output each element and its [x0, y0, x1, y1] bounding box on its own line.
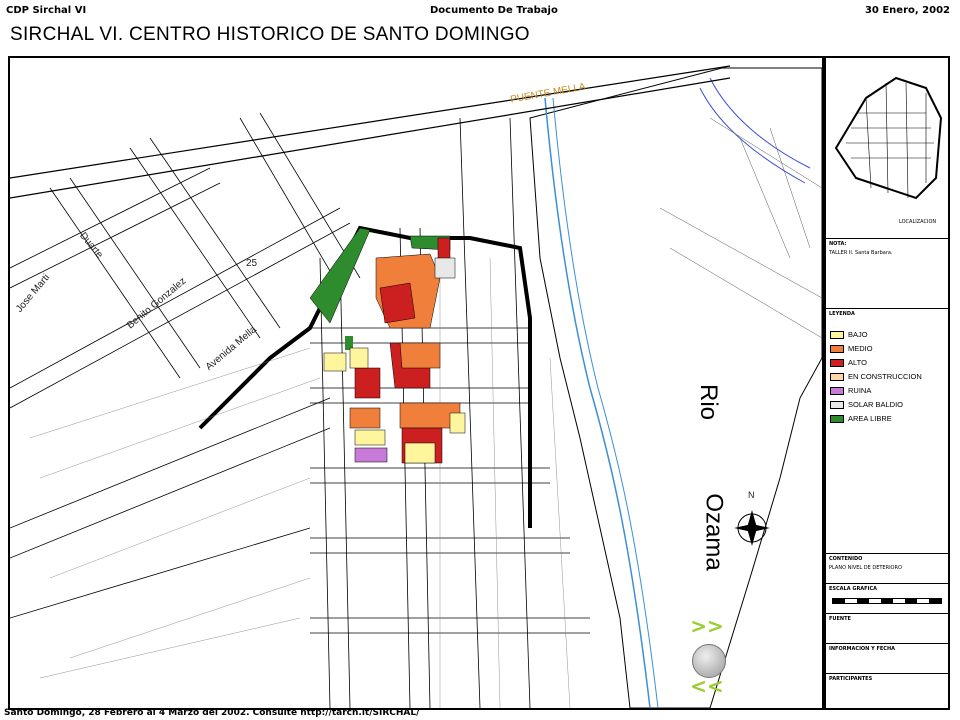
river-label-ozama: Ozama [700, 493, 728, 571]
bridge-label: PUENTE MELLA [509, 81, 587, 106]
legend-item: AREA LIBRE [830, 413, 892, 424]
info-text: TALLER II. Santa Barbara. [829, 250, 893, 256]
legend-item: ALTO [830, 357, 867, 368]
street-label-25: 25 [246, 258, 258, 269]
footer-text: Santo Domingo, 28 Febrero al 4 Marzo del 2002. Consulte http://tarch.it/SIRCHAL/ [4, 708, 420, 718]
source-section [826, 613, 948, 624]
legend-panel [824, 56, 950, 710]
locator-caption: LOCALIZACION [899, 219, 937, 225]
legend-item: SOLAR BALDIO [830, 399, 903, 410]
next-button[interactable]: >> [690, 614, 724, 638]
header-date: 30 Enero, 2002 [864, 5, 950, 16]
legend-item: RUINA [830, 385, 871, 396]
header-left: CDP Sirchal VI [6, 5, 87, 16]
legend-item: EN CONSTRUCCION [830, 371, 922, 382]
info-section [826, 238, 948, 258]
info-header: NOTA: [829, 241, 847, 247]
prev-button[interactable]: << [690, 674, 724, 698]
scale-section [826, 583, 948, 608]
header-center: Documento De Trabajo [430, 5, 558, 16]
header-bar [0, 0, 960, 20]
credits-section [826, 673, 948, 684]
plan-text: PLANO NIVEL DE DETERIORO [829, 565, 902, 571]
street-label-mella: Avenida Mella [203, 324, 259, 373]
info2-section [826, 643, 948, 654]
river-label-rio: Rio [695, 383, 723, 421]
credits-header: PARTICIPANTES [829, 676, 873, 682]
map-frame [8, 56, 824, 710]
locator-map-icon [826, 58, 948, 208]
street-label-benito: Benito Gonzalez [125, 275, 189, 332]
legend-section [826, 308, 948, 509]
home-button[interactable] [692, 644, 726, 678]
scale-bar [832, 598, 942, 604]
street-label-marti: Jose Marti [14, 272, 53, 315]
page-title: SIRCHAL VI. CENTRO HISTORICO DE SANTO DOMINGO [10, 24, 530, 45]
plan-header: CONTENIDO [829, 556, 863, 562]
legend-header: LEYENDA [829, 311, 855, 317]
street-label-duarte: Duarte [77, 230, 105, 261]
north-label: N [748, 490, 755, 500]
plan-section [826, 553, 948, 573]
scale-header: ESCALA GRAFICA [829, 586, 877, 592]
info2-header: INFORMACION Y FECHA [829, 646, 896, 652]
legend-item: BAJO [830, 329, 868, 340]
source-header: FUENTE [829, 616, 851, 622]
legend-item: MEDIO [830, 343, 873, 354]
